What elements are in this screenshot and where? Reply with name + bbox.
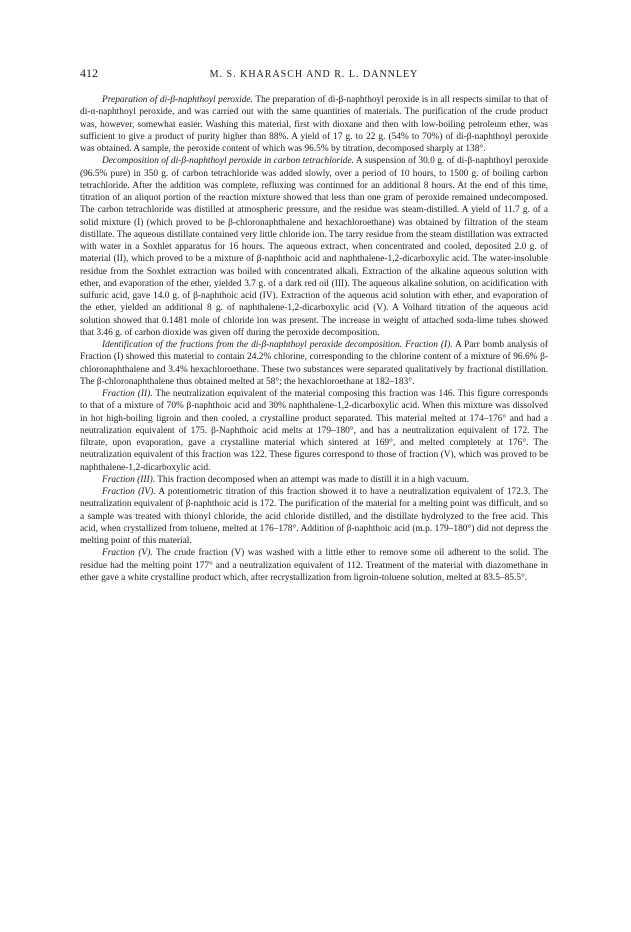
running-head-authors: M. S. KHARASCH AND R. L. DANNLEY: [209, 69, 419, 80]
paragraph-fraction-ii: [80, 388, 548, 474]
paragraph-heading: Fraction (IV).: [102, 487, 156, 497]
paragraph-text: The crude fraction (V) was washed with a little ether to remove some oil adherent to the solid. The residue had the melting point 177° and a neutralization equivalent of 112. Treatment of the material with diazomethane in ether gave a white crystalline product which, after recrystallization from ligroin-toluene solution, melted at 83.5–85.5°.: [80, 548, 548, 583]
paragraph-text: The neutralization equivalent of the material composing this fraction was 146. This figure corresponds to that of a mixture of 70% β-naphthoic acid and 30% naphthalene-1,2-dicarboxylic acid. When this mixture was dissolved in hot high-boiling ligroin and then cooled, a crystalline product separated. This material melted at 174–176° and had a neutralization equivalent of 175. β-Naphthoic acid melts at 179–180°, and has a neutralization equivalent of 172. The filtrate, upon evaporation, gave a crystalline material which sintered at 169°, and melted completely at 176°. The neutralization equivalent of this fraction was 122. These figures correspond to those of fraction (V), which was proved to be naphthalene-1,2-dicarboxylic acid.: [80, 389, 549, 473]
paragraph-fraction-i: [80, 339, 548, 388]
paragraph-text: The preparation of di-β-naphthoyl peroxide is in all respects similar to that of di-α-naphthoyl peroxide, and was carried out with the same quantities of materials. The purification of the crude product was, however, somewhat easier. Washing this material, first with dioxane and then with low-boiling petroleum ether, was sufficient to give a product of purity higher than 88%. A yield of 17 g. to 22 g. (54% to 70%) of di-β-naphthoyl peroxide was obtained. A sample, the peroxide content of which was 96.5% by titration, decomposed sharply at 138°.: [80, 95, 548, 154]
paragraph-fraction-iv: [80, 486, 548, 547]
paragraph-heading: Fraction (III).: [102, 474, 156, 485]
paragraph-heading: Identification of the fractions from the di-β-naphthoyl peroxide decomposition. Fraction (I).: [102, 340, 453, 350]
running-head: [80, 66, 548, 88]
paragraph-decomposition: [80, 155, 548, 339]
paragraph-heading: Decomposition of di-β-naphthoyl peroxide in carbon tetrachloride.: [102, 156, 354, 167]
page-number: 412: [80, 66, 98, 80]
paragraph-fraction-iii: [80, 474, 548, 486]
paragraph-fraction-v: [80, 547, 548, 584]
paragraph-text: A suspension of 30.0 g. of di-β-naphthoyl peroxide (96.5% pure) in 350 g. of carbon tetrachloride was added slowly, over a period of 10 hours, to 1500 g. of boiling carbon tetrachloride. After the addition was complete, refluxing was continued for an additional 8 hours. At the end of this time, titration of an aliquot portion of the reaction mixture showed that less than one gram of peroxide remained undecomposed. The carbon tetrachloride was distilled at atmospheric pressure, and the residue was steam-distilled. A yield of 11.7 g. of a solid mixture (I) (which proved to be β-chloronaphthalene and hexachloroethane) was obtained by filtration of the steam distillate. The aqueous distillate contained very little chloride ion. The tarry residue from the steam distillation was extracted with water in a Soxhlet apparatus for 16 hours. The aqueous extract, when concentrated and cooled, deposited 2.0 g. of material (II), which proved to be a mixture of β-naphthoic acid and naphthalene-1,2-dicarboxylic acid. The water-insoluble residue from the Soxhlet extraction was boiled with concentrated alkali. Extraction of the alkaline aqueous solution with ether, and evaporation of the ether, yielded 3.7 g. of a dark red oil (III). The aqueous alkaline solution, on acidification with sulfuric acid, gave 14.0 g. of β-naphthoic acid (IV). Extraction of the aqueous acid solution with ether, and evaporation of the ether, yielded an additional 8 g. of naphthalene-1,2-dicarboxylic acid (V). A Volhard titration of the aqueous acid solution showed that 0.1481 mole of chloride ion was present. The increase in weight of attached soda-lime tubes showed that 3.46 g. of carbon dioxide was given off during the peroxide decomposition.: [80, 156, 548, 338]
paragraph-text: This fraction decomposed when an attempt was made to distill it in a high vacuum.: [155, 474, 469, 485]
journal-page: [80, 66, 548, 584]
paragraph-heading: Preparation of di-β-naphthoyl peroxide.: [102, 95, 253, 105]
paragraph-preparation: [80, 94, 548, 155]
paragraph-text: A potentiometric titration of this fraction showed it to have a neutralization equivalent of 172.3. The neutralization equivalent of β-naphthoic acid is 172. The purification of the material for a melting point was difficult, and so a sample was treated with thionyl chloride, the acid chloride distilled, and the distillate hydrolyzed to the free acid. This acid, when crystallized from toluene, melted at 176–178°. Addition of β-naphthoic acid (m.p. 179–180°) did not depress the melting point of this material.: [80, 487, 548, 546]
paragraph-heading: Fraction (II).: [102, 389, 153, 399]
paragraph-text: A Parr bomb analysis of Fraction (I) showed this material to contain 24.2% chlorine, corresponding to the chlorine content of a mixture of 96.6% β-chloronaphthalene and 3.4% hexachloroethane. These two substances were separated qualitatively by fractional distillation. The β-chloronaphthalene thus obtained melted at 58°; the hexachloroethane at 182–183°.: [80, 340, 548, 387]
paragraph-heading: Fraction (V).: [102, 548, 153, 559]
